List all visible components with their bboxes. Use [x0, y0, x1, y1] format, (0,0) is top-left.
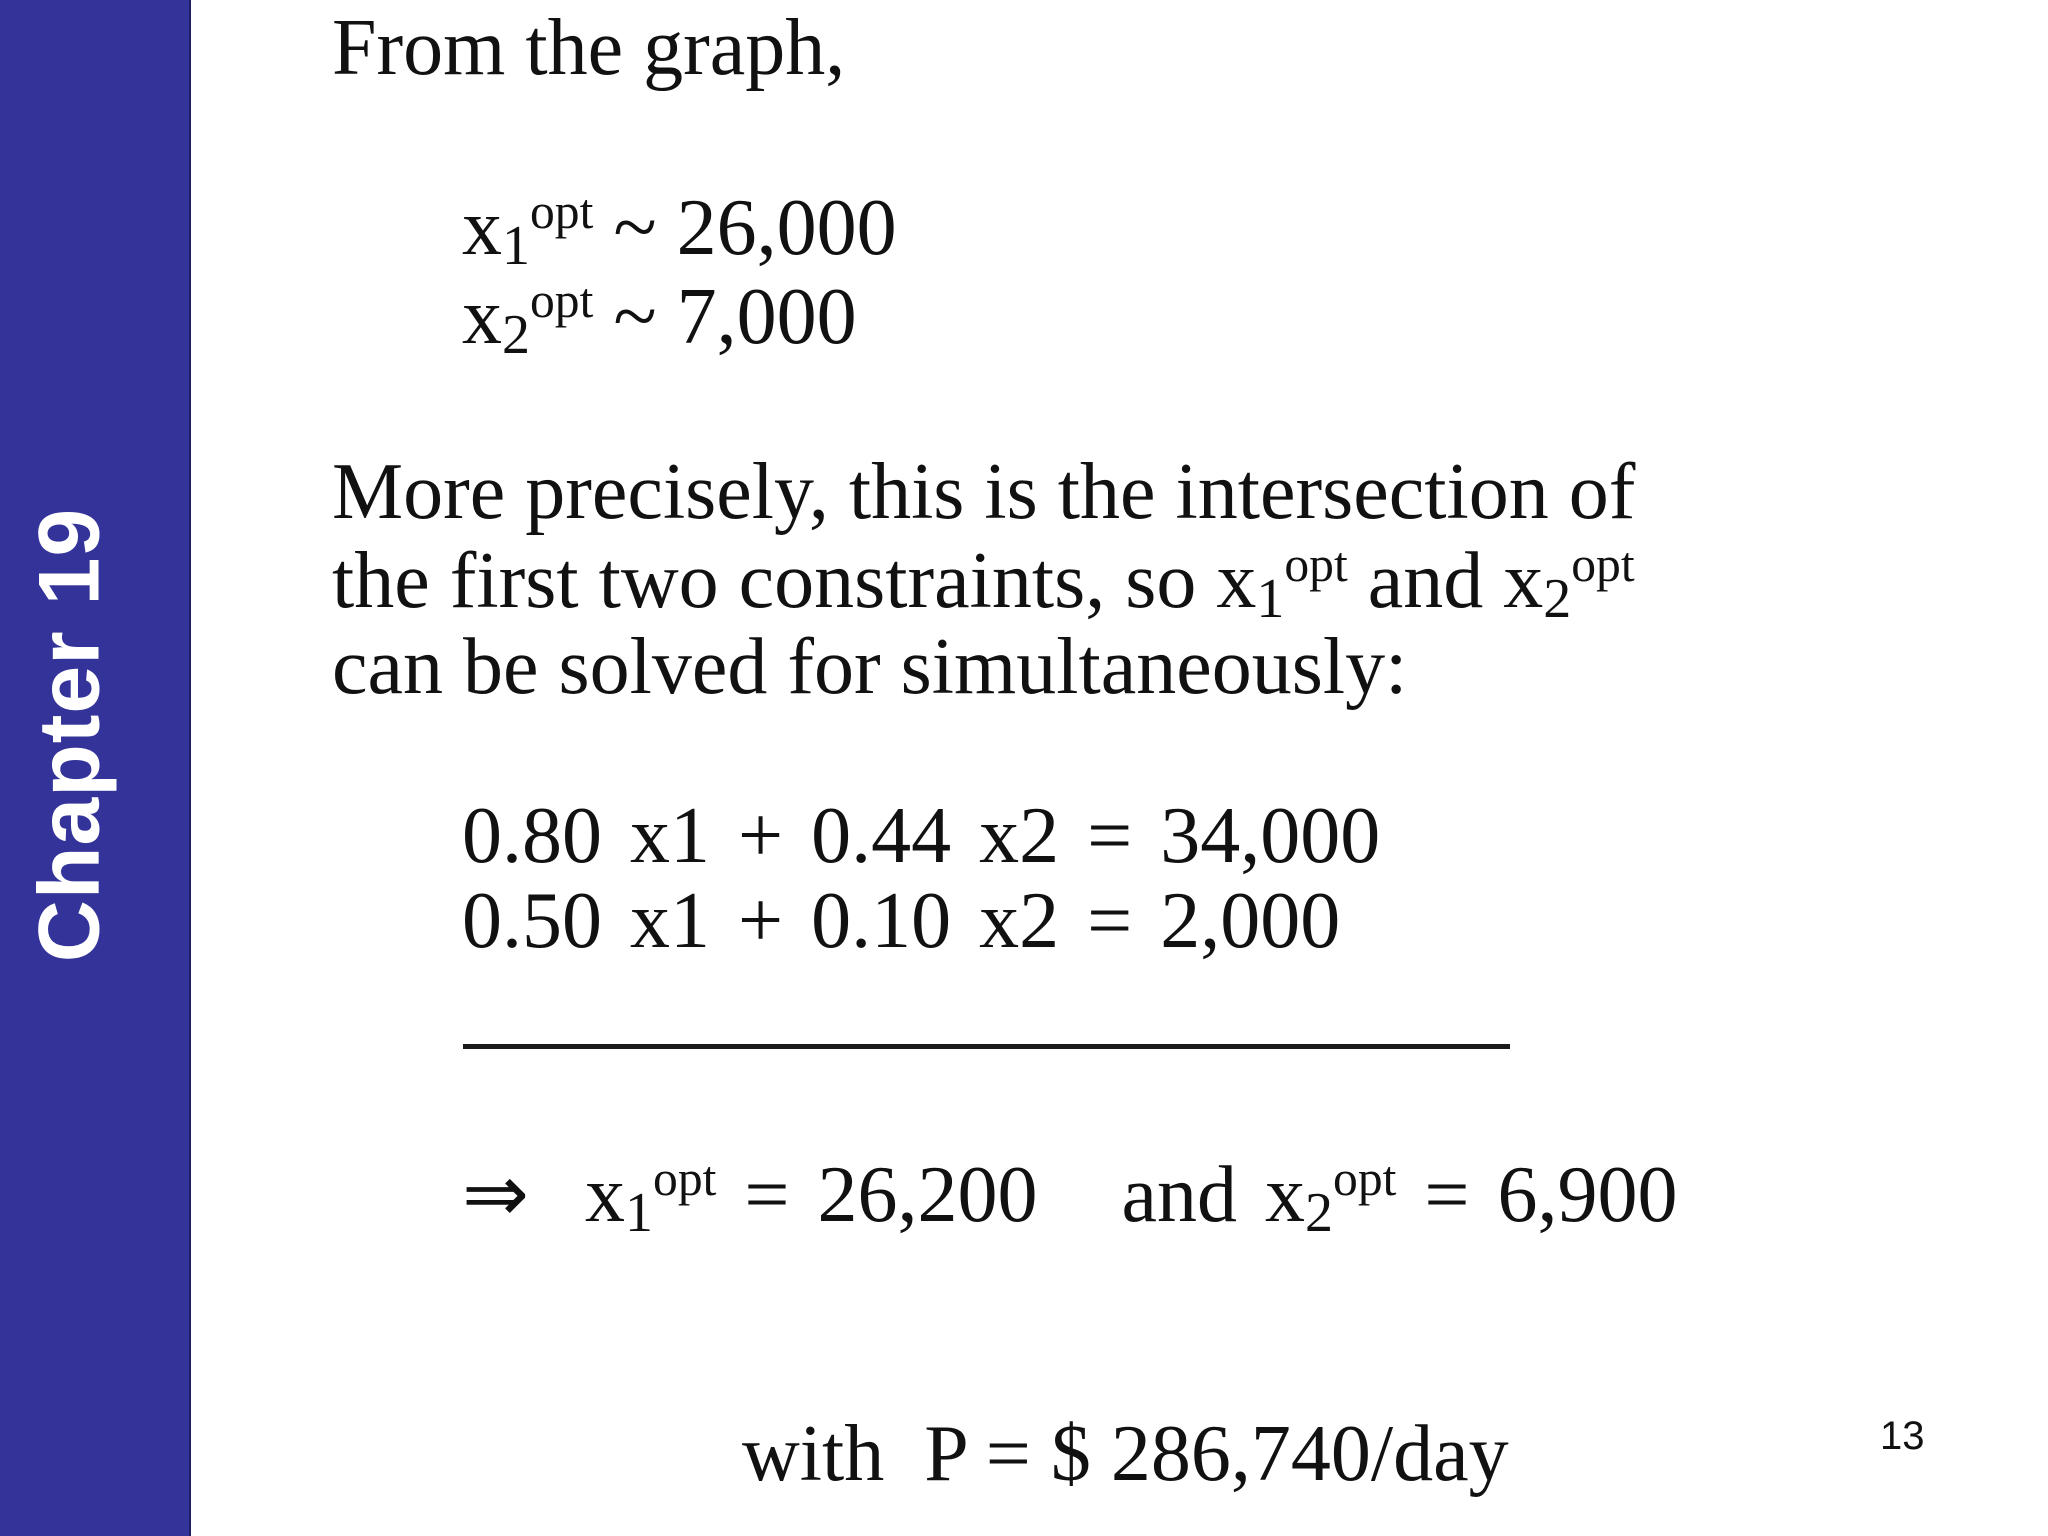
chapter-label: Chapter 19: [21, 507, 118, 963]
result-x1-value: = 26,200: [716, 1150, 1038, 1239]
intro-text: [332, 4, 846, 92]
equation-1-text: 0.80 x1 + 0.44 x2 = 34,000: [462, 792, 1381, 880]
equation-1: [462, 792, 1381, 880]
result-x1-subscript: 1: [625, 1181, 654, 1244]
result-x1-var: x: [585, 1150, 626, 1239]
paragraph-line-1: [332, 448, 1636, 536]
estimate-x2-subscript: 2: [502, 303, 530, 366]
paragraph-x1-superscript: opt: [1284, 537, 1348, 592]
result-x1-superscript: opt: [653, 1151, 717, 1206]
estimate-x2-superscript: opt: [530, 273, 594, 328]
equation-divider: [463, 1044, 1510, 1049]
paragraph-line-2-mid: and x: [1347, 536, 1544, 625]
result-line: [462, 1150, 1678, 1244]
result-x2-superscript: opt: [1333, 1151, 1397, 1206]
implies-arrow-icon: ⇒: [462, 1150, 530, 1239]
result-x2-value: = 6,900: [1396, 1150, 1678, 1239]
estimate-x2: [462, 272, 857, 366]
paragraph-line-1-text: More precisely, this is the intersection of: [332, 448, 1636, 536]
paragraph-line-3-text: can be solved for simultaneously:: [332, 623, 1408, 711]
intro-label: From the graph,: [332, 4, 846, 92]
paragraph-x2-superscript: opt: [1571, 537, 1635, 592]
equation-2-text: 0.50 x1 + 0.10 x2 = 2,000: [462, 877, 1341, 965]
paragraph-line-2-start: the first two constraints, so x: [332, 536, 1257, 625]
paragraph-line-3: [332, 623, 1408, 711]
equation-2: [462, 877, 1341, 965]
estimate-x1-var: x: [462, 183, 502, 272]
result-x2-subscript: 2: [1305, 1181, 1334, 1244]
estimate-x2-value: ~ 7,000: [613, 272, 857, 361]
profit-line: [662, 1334, 1509, 1536]
chapter-sidebar: [0, 0, 191, 1536]
profit-text: with P = $ 286,740/day: [742, 1410, 1509, 1498]
estimate-x1-superscript: opt: [530, 184, 594, 239]
estimate-x2-var: x: [462, 272, 502, 361]
paragraph-x1-subscript: 1: [1256, 567, 1285, 630]
estimate-x1-value: ~ 26,000: [613, 183, 897, 272]
estimate-x1-subscript: 1: [502, 214, 530, 277]
paragraph-line-2: [332, 536, 1635, 630]
paragraph-x2-subscript: 2: [1543, 567, 1572, 630]
page-number: 13: [1880, 1414, 1925, 1458]
result-connector: and x: [1121, 1150, 1306, 1239]
estimate-x1: [462, 183, 897, 277]
